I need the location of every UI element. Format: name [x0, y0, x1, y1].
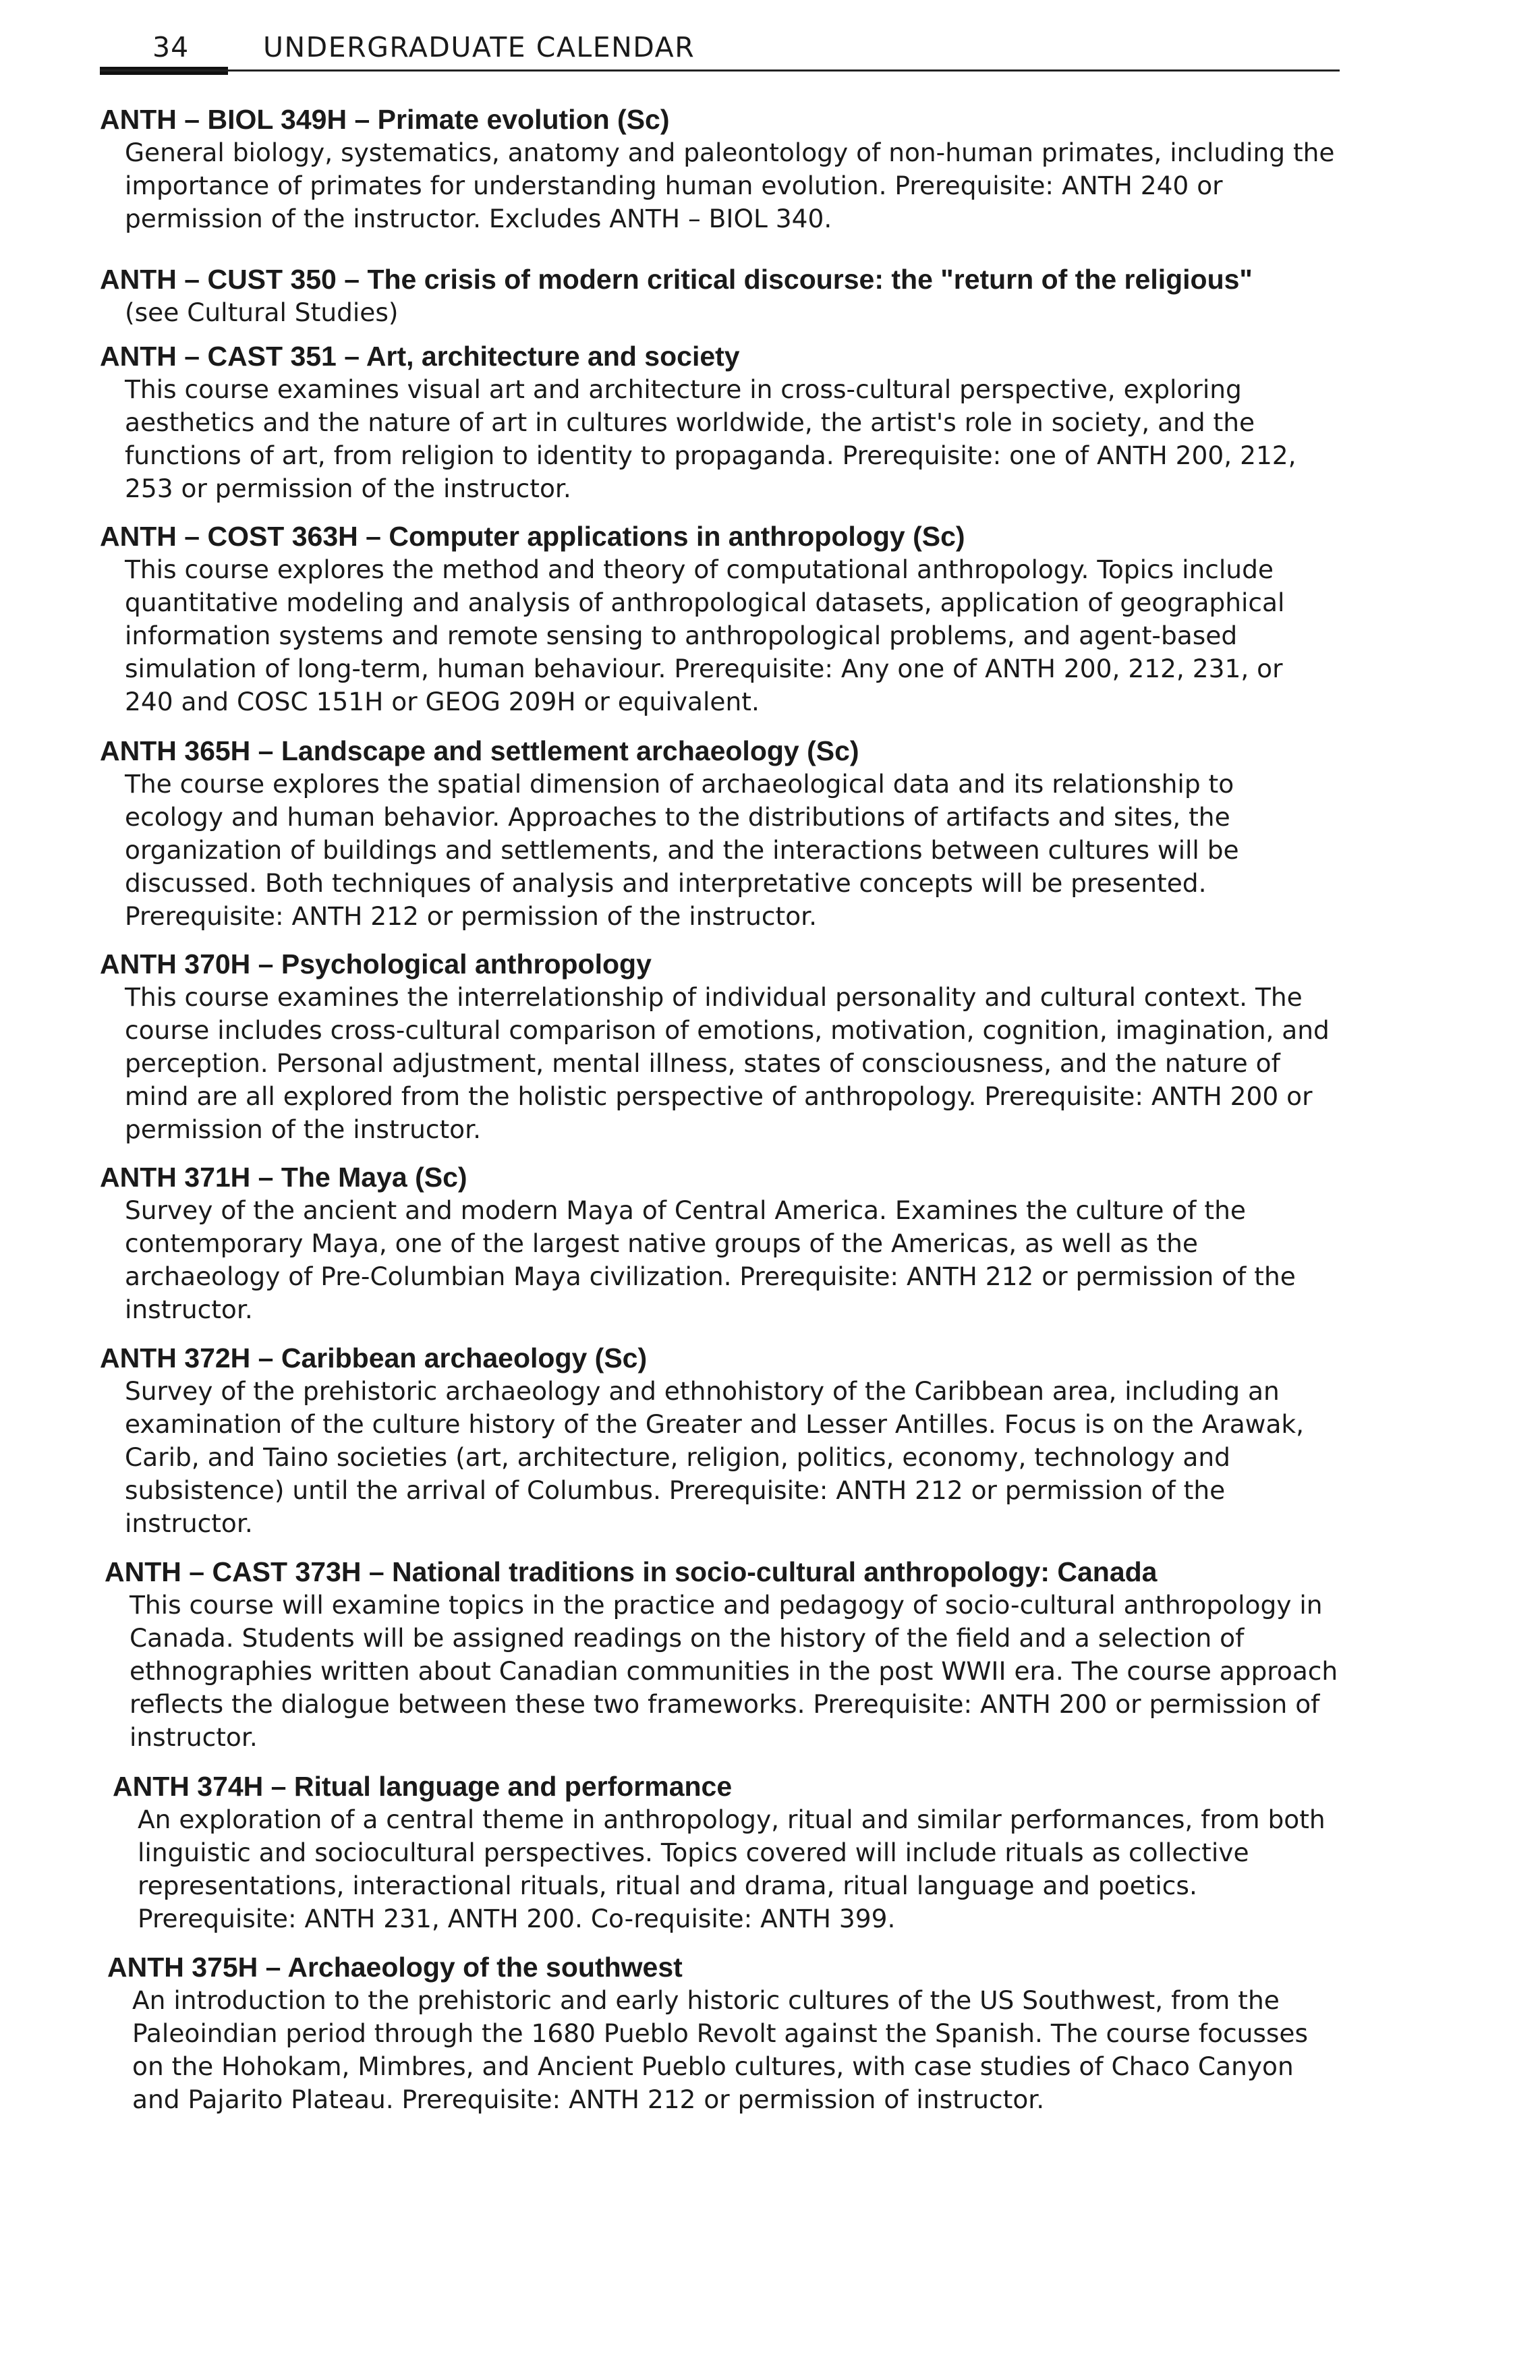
header-rule [100, 69, 1340, 72]
course-description: An exploration of a central theme in anthropology, ritual and similar performances, from both linguistic and sociocultural perspectives. Topics covered will include rituals as collective representations, interactional rituals, ritual and drama, ritual language and poetics. Prerequisite: ANTH 231, ANTH 200. Co-requisite: ANTH 399. [138, 1805, 1325, 1933]
course-entry-anth-371h [100, 1160, 1354, 1326]
course-entry-anth-374h [113, 1769, 1367, 1935]
course-entry-anth-cast-373h [105, 1555, 1359, 1754]
course-description: The course explores the spatial dimension of archaeological data and its relationship to ecology and human behavior. Approaches to the distributions of artifacts and sites, the organization of buildings and settlements, and the interactions between cultures will be discussed. Both techniques of analysis and interpretative concepts will be presented. Prerequisite: ANTH 212 or permission of the instructor. [125, 769, 1239, 931]
course-title: ANTH 371H – The Maya (Sc) [100, 1162, 467, 1193]
course-entry-anth-biol-349h [100, 103, 1354, 235]
course-title: ANTH 370H – Psychological anthropology [100, 948, 652, 980]
course-description: General biology, systematics, anatomy and paleontology of non-human primates, including the importance of primates for understanding human evolution. Prerequisite: ANTH 240 or permission of the instructor. Excludes ANTH – BIOL 340. [125, 138, 1335, 233]
course-title: ANTH 375H – Archaeology of the southwest [107, 1952, 683, 1983]
course-entry-anth-370h [100, 947, 1354, 1146]
running-title: UNDERGRADUATE CALENDAR [263, 31, 695, 63]
course-title: ANTH – CAST 373H – National traditions in socio-cultural anthropology: Canada [105, 1556, 1158, 1587]
course-entry-anth-365h [100, 734, 1354, 933]
course-title: ANTH – CAST 351 – Art, architecture and society [100, 341, 740, 372]
course-description: This course examines visual art and architecture in cross-cultural perspective, exploring aesthetics and the nature of art in cultures worldwide, the artist's role in society, and the functions of art, from religion to identity to propaganda. Prerequisite: one of ANTH 200, 212, 253 or permission of the instructor. [125, 374, 1296, 503]
course-description: This course explores the method and theory of computational anthropology. Topics include quantitative modeling and analysis of anthropological datasets, application of geographical information systems and remote sensing to anthropological problems, and agent-based simulation of long-term, human behaviour. Prerequisite: Any one of ANTH 200, 212, 231, or 240 and COSC 151H or GEOG 209H or equivalent. [125, 555, 1285, 716]
course-title: ANTH – COST 363H – Computer applications in anthropology (Sc) [100, 521, 965, 552]
course-description: An introduction to the prehistoric and early historic cultures of the US Southwest, from the Paleoindian period through the 1680 Pueblo Revolt against the Spanish. The course focusses on the Hohokam, Mimbres, and Ancient Pueblo cultures, with case studies of Chaco Canyon and Pajarito Plateau. Prerequisite: ANTH 212 or permission of instructor. [132, 1985, 1309, 2114]
course-title: ANTH – BIOL 349H – Primate evolution (Sc) [100, 104, 670, 135]
course-entry-anth-cost-363h [100, 519, 1354, 718]
course-description: (see Cultural Studies) [125, 298, 399, 327]
course-entry-anth-372h [100, 1341, 1354, 1540]
course-description: Survey of the ancient and modern Maya of Central America. Examines the culture of the contemporary Maya, one of the largest native groups of the Americas, as well as the archaeology of Pre-Columbian Maya civilization. Prerequisite: ANTH 212 or permission of the instructor. [125, 1195, 1296, 1324]
page-number: 34 [152, 31, 190, 63]
course-title: ANTH 374H – Ritual language and performance [113, 1771, 733, 1802]
course-entry-anth-375h [107, 1950, 1362, 2116]
course-title: ANTH – CUST 350 – The crisis of modern critical discourse: the "return of the religious" [100, 264, 1253, 295]
course-description: This course examines the interrelationship of individual personality and cultural context. The course includes cross-cultural comparison of emotions, motivation, cognition, imagination, and perception. Personal adjustment, mental illness, states of consciousness, and the nature of mind are all explored from the holistic perspective of anthropology. Prerequisite: ANTH 200 or permission of the instructor. [125, 982, 1330, 1144]
course-title: ANTH 365H – Landscape and settlement archaeology (Sc) [100, 735, 859, 766]
running-header [0, 27, 1540, 81]
course-entry-anth-cust-350 [100, 262, 1354, 329]
course-title: ANTH 372H – Caribbean archaeology (Sc) [100, 1342, 648, 1373]
course-entry-anth-cast-351 [100, 339, 1354, 505]
course-description: Survey of the prehistoric archaeology and ethnohistory of the Caribbean area, including an examination of the culture history of the Greater and Lesser Antilles. Focus is on the Arawak, Carib, and Taino societies (art, architecture, religion, politics, economy, technology and subsistence) until the arrival of Columbus. Prerequisite: ANTH 212 or permission of the instructor. [125, 1376, 1305, 1538]
course-description: This course will examine topics in the practice and pedagogy of socio-cultural anthropology in Canada. Students will be assigned readings on the history of the field and a selection of ethnographies written about Canadian communities in the post WWII era. The course approach reflects the dialogue between these two frameworks. Prerequisite: ANTH 200 or permission of instructor. [130, 1590, 1338, 1752]
